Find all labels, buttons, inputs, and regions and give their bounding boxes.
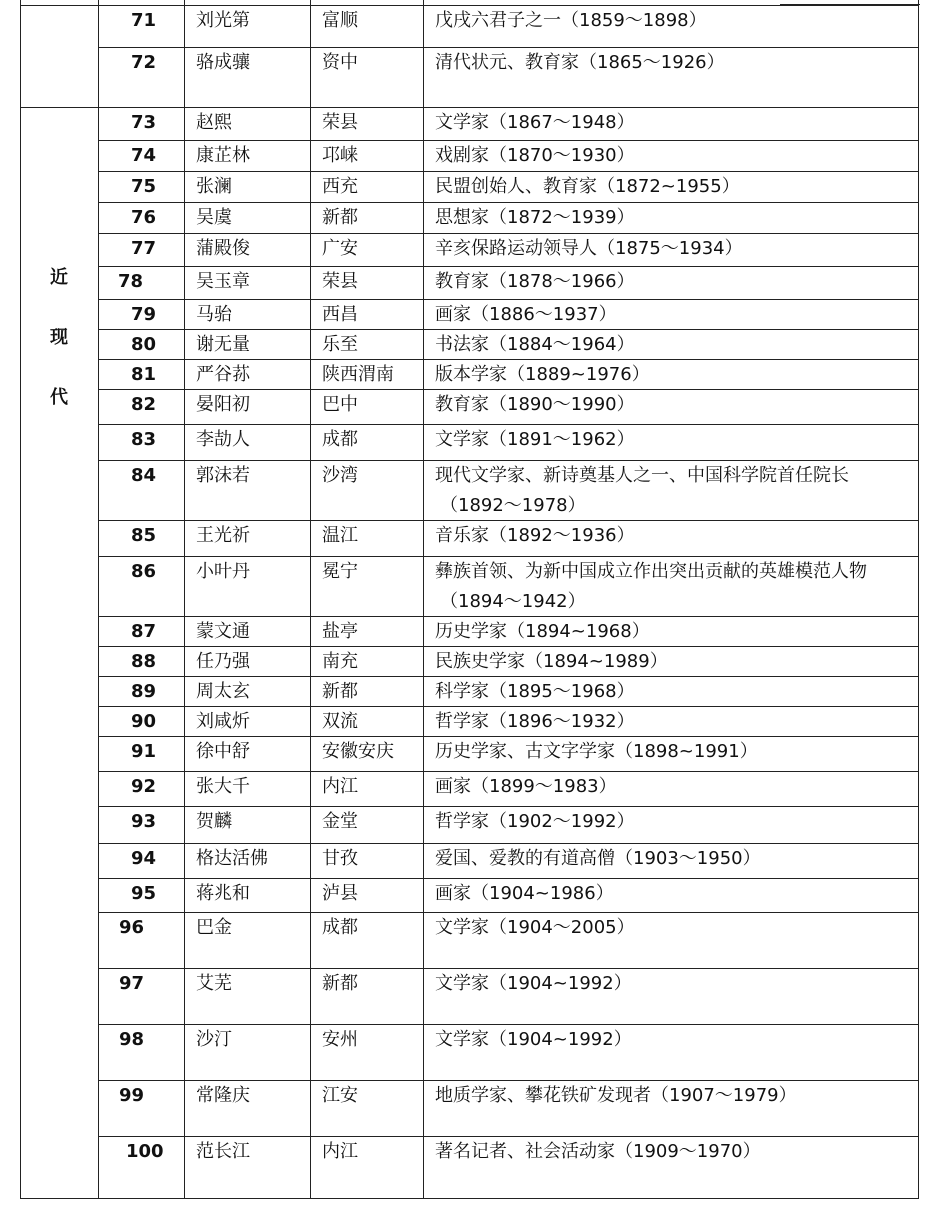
person-name: 艾芜 [196,973,232,994]
person-name: 徐中舒 [196,741,250,762]
birthplace: 安徽安庆 [322,741,394,762]
person-name: 赵熙 [196,112,232,133]
description: 音乐家（1892～1936） [435,525,635,546]
description: 科学家（1895～1968） [435,681,635,702]
person-name: 张大千 [196,776,250,797]
column-border [184,0,185,1199]
birthplace: 荣县 [322,112,358,133]
row-number: 81 [131,364,157,385]
description: 彝族首领、为新中国成立作出突出贡献的英雄模范人物 [435,561,867,582]
person-name: 蒋兆和 [196,883,250,904]
row-number: 80 [131,334,157,355]
birthplace: 泸县 [322,883,358,904]
birthplace: 双流 [322,711,358,732]
description: 画家（1899～1983） [435,776,617,797]
person-name: 刘光第 [196,10,250,31]
birthplace: 巴中 [322,394,358,415]
birthplace: 广安 [322,238,358,259]
row-number: 91 [131,741,157,762]
description: 清代状元、教育家（1865～1926） [435,52,725,73]
column-border [98,0,99,1199]
birthplace: 冕宁 [322,561,358,582]
birthplace: 金堂 [322,811,358,832]
description: 历史学家、古文字学家（1898~1991） [435,741,758,762]
description: 文学家（1891～1962） [435,429,635,450]
description: 教育家（1878～1966） [435,271,635,292]
description: 文学家（1867～1948） [435,112,635,133]
birthplace: 南充 [322,651,358,672]
column-border [423,0,424,1199]
row-number: 95 [131,883,157,904]
description: 地质学家、攀花铁矿发现者（1907～1979） [435,1085,797,1106]
description-line2: （1892～1978） [440,495,586,516]
birthplace: 西昌 [322,304,358,325]
person-name: 晏阳初 [196,394,250,415]
page-edge [780,4,920,5]
description-line2: （1894～1942） [440,591,586,612]
birthplace: 富顺 [322,10,358,31]
person-name: 严谷荪 [196,364,250,385]
birthplace: 安州 [322,1029,358,1050]
description: 现代文学家、新诗奠基人之一、中国科学院首任院长 [435,465,849,486]
person-name: 王光祈 [196,525,250,546]
description: 画家（1886～1937） [435,304,617,325]
birthplace: 甘孜 [322,848,358,869]
person-name: 沙汀 [196,1029,232,1050]
row-number: 75 [131,176,157,197]
row-number: 89 [131,681,157,702]
birthplace: 乐至 [322,334,358,355]
era-label-char: 近 [50,267,68,288]
birthplace: 新都 [322,681,358,702]
row-number: 78 [118,271,144,292]
description: 教育家（1890～1990） [435,394,635,415]
description: 哲学家（1896～1932） [435,711,635,732]
birthplace: 温江 [322,525,358,546]
person-name: 小叶丹 [196,561,250,582]
description: 文学家（1904~1992） [435,973,632,994]
person-name: 张澜 [196,176,232,197]
person-name: 格达活佛 [196,848,268,869]
row-number: 77 [131,238,157,259]
birthplace: 西充 [322,176,358,197]
person-name: 康芷林 [196,145,250,166]
description: 辛亥保路运动领导人（1875～1934） [435,238,743,259]
birthplace: 资中 [322,52,358,73]
description: 书法家（1884～1964） [435,334,635,355]
birthplace: 盐亭 [322,621,358,642]
birthplace: 内江 [322,776,358,797]
column-border [20,0,21,1199]
row-number: 87 [131,621,157,642]
description: 文学家（1904～2005） [435,917,635,938]
row-number: 94 [131,848,157,869]
person-name: 贺麟 [196,811,232,832]
row-number: 88 [131,651,157,672]
row-number: 84 [131,465,157,486]
row-number: 76 [131,207,157,228]
row-number: 90 [131,711,157,732]
person-name: 谢无量 [196,334,250,355]
person-name: 马骀 [196,304,232,325]
row-number: 92 [131,776,157,797]
description: 民盟创始人、教育家（1872~1955） [435,176,740,197]
era-border [20,107,98,108]
person-name: 蒙文通 [196,621,250,642]
person-name: 刘咸炘 [196,711,250,732]
birthplace: 邛崃 [322,145,358,166]
column-border [918,0,919,1199]
person-name: 骆成骧 [196,52,250,73]
birthplace: 成都 [322,429,358,450]
birthplace: 成都 [322,917,358,938]
row-number: 97 [119,973,145,994]
birthplace: 内江 [322,1141,358,1162]
description: 文学家（1904~1992） [435,1029,632,1050]
row-number: 100 [126,1141,164,1162]
birthplace: 陕西渭南 [322,364,394,385]
birthplace: 新都 [322,207,358,228]
row-number: 93 [131,811,157,832]
row-number: 73 [131,112,157,133]
row-number: 71 [131,10,157,31]
era-label-char: 现 [50,327,68,348]
person-name: 常隆庆 [196,1085,250,1106]
description: 戏剧家（1870～1930） [435,145,635,166]
row-number: 82 [131,394,157,415]
description: 版本学家（1889~1976） [435,364,650,385]
person-name: 李劼人 [196,429,250,450]
person-name: 郭沫若 [196,465,250,486]
birthplace: 新都 [322,973,358,994]
row-number: 86 [131,561,157,582]
row-number: 83 [131,429,157,450]
row-number: 99 [119,1085,145,1106]
person-name: 周太玄 [196,681,250,702]
description: 戊戌六君子之一（1859～1898） [435,10,707,31]
birthplace: 沙湾 [322,465,358,486]
description: 思想家（1872～1939） [435,207,635,228]
person-name: 吴虞 [196,207,232,228]
birthplace: 江安 [322,1085,358,1106]
description: 历史学家（1894~1968） [435,621,650,642]
description: 民族史学家（1894~1989） [435,651,668,672]
era-border [20,1198,98,1199]
description: 哲学家（1902～1992） [435,811,635,832]
person-name: 任乃强 [196,651,250,672]
row-number: 98 [119,1029,145,1050]
row-border [98,1198,919,1199]
person-name: 巴金 [196,917,232,938]
description: 著名记者、社会活动家（1909～1970） [435,1141,761,1162]
person-name: 范长江 [196,1141,250,1162]
person-name: 蒲殿俊 [196,238,250,259]
person-name: 吴玉章 [196,271,250,292]
row-number: 85 [131,525,157,546]
description: 画家（1904~1986） [435,883,614,904]
birthplace: 荣县 [322,271,358,292]
column-border [310,0,311,1199]
row-number: 96 [119,917,145,938]
row-number: 74 [131,145,157,166]
era-label-char: 代 [50,387,68,408]
description: 爱国、爱教的有道高僧（1903～1950） [435,848,761,869]
row-number: 79 [131,304,157,325]
row-number: 72 [131,52,157,73]
